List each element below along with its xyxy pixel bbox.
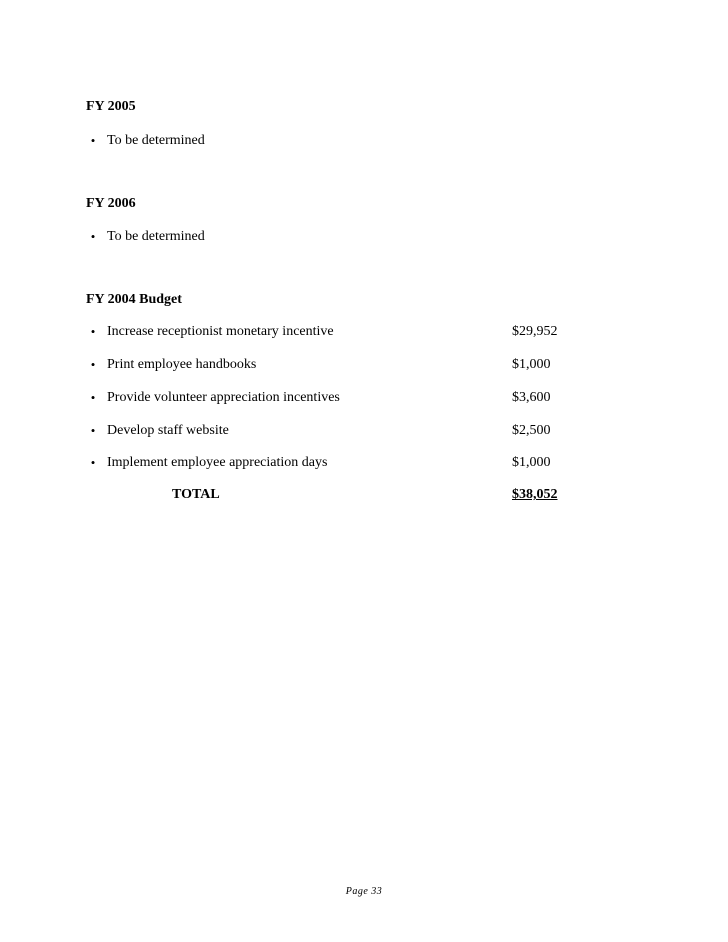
budget-item-amount: $3,600 [512, 390, 551, 405]
budget-item-label: Develop staff website [107, 423, 229, 438]
section-heading-fy2005: FY 2005 [86, 99, 136, 114]
list-item-text: To be determined [107, 229, 205, 244]
budget-item-label: Provide volunteer appreciation incentives [107, 390, 340, 405]
budget-item-label: Increase receptionist monetary incentive [107, 324, 334, 339]
budget-item-label: Implement employee appreciation days [107, 455, 328, 470]
list-item-text: To be determined [107, 133, 205, 148]
bullet-icon: • [90, 229, 96, 244]
page-number: Page 33 [345, 886, 383, 897]
budget-item-amount: $29,952 [512, 324, 558, 339]
section-heading-fy2006: FY 2006 [86, 196, 136, 211]
bullet-icon: • [90, 133, 96, 148]
budget-item-label: Print employee handbooks [107, 357, 257, 372]
bullet-icon: • [90, 324, 96, 339]
budget-heading: FY 2004 Budget [86, 292, 182, 307]
bullet-icon: • [90, 455, 96, 470]
budget-total-amount: $38,052 [512, 487, 558, 502]
budget-item-amount: $1,000 [512, 455, 551, 470]
bullet-icon: • [90, 390, 96, 405]
budget-total-label: TOTAL [172, 487, 220, 502]
budget-item-amount: $2,500 [512, 423, 551, 438]
bullet-icon: • [90, 357, 96, 372]
budget-item-amount: $1,000 [512, 357, 551, 372]
bullet-icon: • [90, 423, 96, 438]
